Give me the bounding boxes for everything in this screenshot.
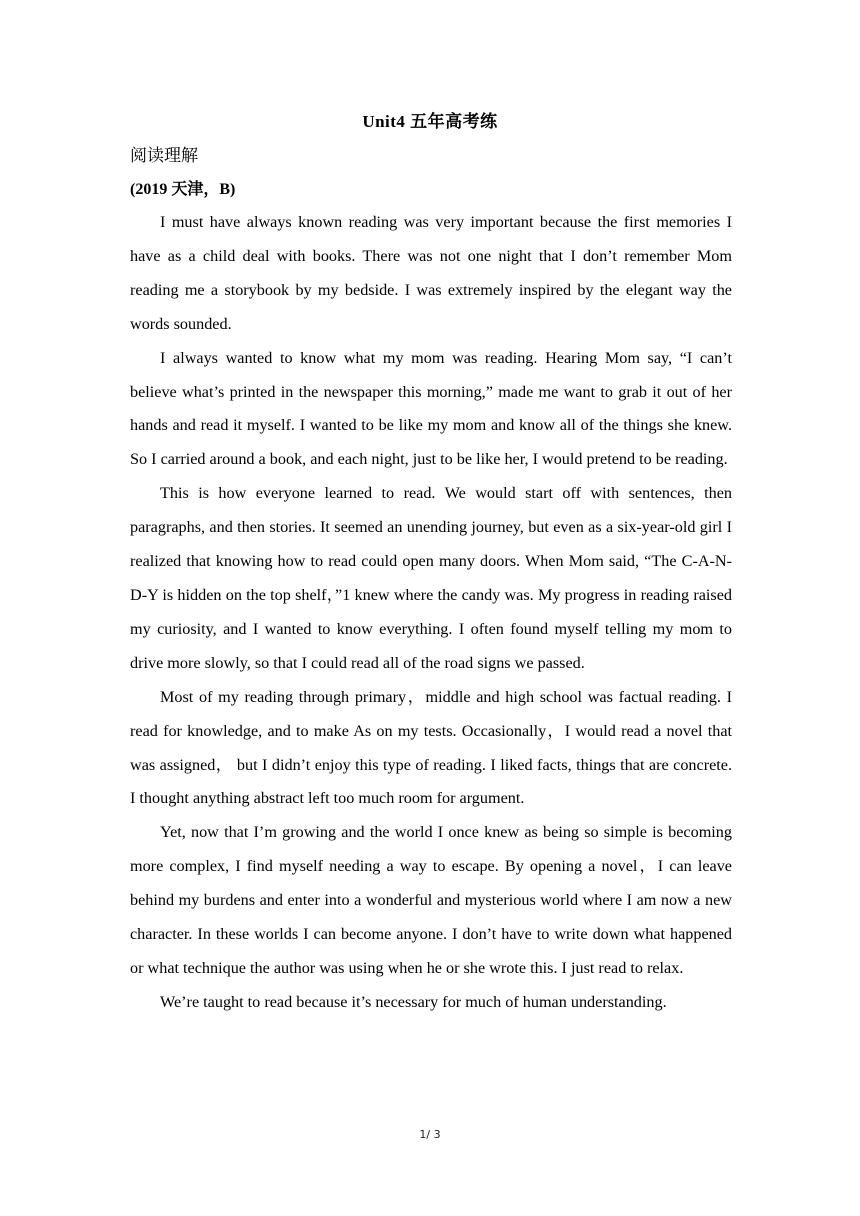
page-number: 1/ 3 bbox=[419, 1128, 441, 1141]
paragraph-3: This is how everyone learned to read. We would start off with sentences, then paragraphs, and then stories. It seemed an unending journey, but even as a six-year-old girl I realized that knowing how to read could open many doors. When Mom said, “The C-A-N-D-Y is hidden on the top shelf，”1 knew where the candy was. My progress in reading raised my curiosity, and I wanted to know everything. I often found myself telling my mom to drive more slowly, so that I could read all of the road signs we passed. bbox=[130, 484, 732, 672]
source-citation: (2019 天津，B) bbox=[130, 181, 236, 198]
paragraph-1: I must have always known reading was very important because the first memories I have as a child deal with books. There was not one night that I don’t remember Mom reading me a storybook by my bedside. I was extremely inspired by the elegant way the words sounded. bbox=[130, 213, 732, 333]
section-heading: 阅读理解 bbox=[130, 146, 198, 166]
paragraph-4: Most of my reading through primary，middle and high school was factual reading. I read for knowledge, and to make As on my tests. Occasionally，I would read a novel that was assigned， but I didn’t enjoy this type of reading. I liked facts, things that are concrete. I thought anything abstract left too much room for argument. bbox=[130, 687, 732, 808]
paragraph-5: Yet, now that I’m growing and the world I once knew as being so simple is becoming more complex, I find myself needing a way to escape. By opening a novel，I can leave behind my burdens and enter into a wonderful and mysterious world where I am now a new character. In these worlds I can become anyone. I don’t have to write down what happened or what technique the author was using when he or she wrote this. I just read to relax. bbox=[130, 823, 732, 977]
paragraph-2: I always wanted to know what my mom was reading. Hearing Mom say, “I can’t believe what’s printed in the newspaper this morning,” made me want to grab it out of her hands and read it myself. I wanted to be like my mom and know all of the things she knew. So I carried around a book, and each night, just to be like her, I would pretend to be reading. bbox=[130, 348, 732, 469]
passage-body bbox=[130, 206, 732, 1020]
document-title: Unit4 五年高考练 bbox=[362, 112, 498, 131]
paragraph-6: We’re taught to read because it’s necessary for much of human understanding. bbox=[160, 992, 667, 1011]
